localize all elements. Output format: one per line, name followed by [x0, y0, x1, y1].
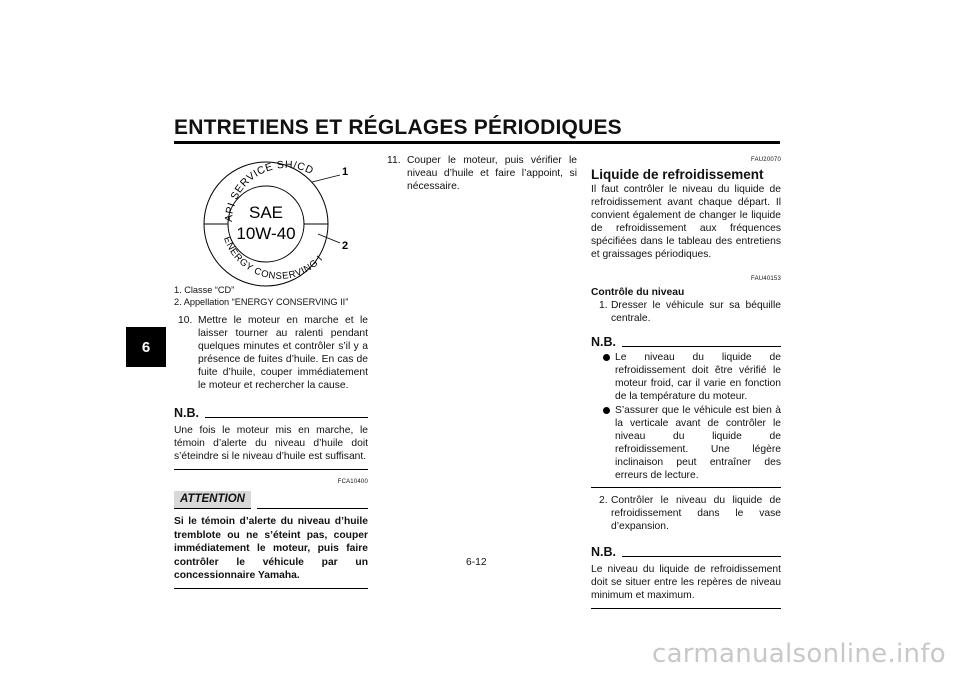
subsection-code: FAU40153 — [751, 276, 781, 282]
caption-2: 2. Appellation “ENERGY CONSERVING II” — [174, 296, 349, 307]
nb-header-left — [174, 406, 368, 420]
section-intro: Il faut contrôler le niveau du liquide de refroidissement avant chaque départ. Il convient également de changer le liquide de refroidissement aux fréquences spécifiées dans le tableau des entretiens et graissages périodiques. — [591, 184, 781, 260]
right-column — [591, 154, 781, 609]
nb-text-left: Une fois le moteur mis en marche, le témoin d’alerte du niveau d’huile doit s’éteindre si le niveau d’huile est suffisant. — [174, 425, 368, 462]
bullet-dot-icon — [603, 407, 610, 414]
nb-header-right-1 — [591, 335, 781, 349]
step-11 — [383, 154, 577, 193]
watermark: carmanualsonline.info — [651, 639, 946, 669]
arc-top-text: API SERVICE SH/CD — [222, 158, 316, 223]
step-1 — [591, 299, 781, 325]
attention-label: ATTENTION — [174, 491, 251, 509]
attention-end-rule — [174, 588, 368, 589]
callout-2: 2 — [342, 240, 349, 252]
viscosity-label: 10W-40 — [236, 224, 296, 243]
attention-code: FCA10400 — [337, 479, 368, 485]
step-2-number: 2. — [599, 495, 608, 506]
sae-label: SAE — [248, 203, 284, 222]
step-1-number: 1. — [599, 300, 608, 311]
step-1-text: Dresser le véhicule sur sa béquille centrale. — [611, 300, 781, 324]
chapter-tab: 6 — [126, 327, 166, 367]
bullet-2 — [591, 404, 781, 482]
arc-bottom-text: ENERGY CONSERVING I — [221, 235, 326, 282]
caption-1: 1. Classe “CD” — [174, 285, 235, 295]
bullet-1 — [591, 351, 781, 403]
bullet-2-text: S’assurer que le véhicule est bien à la verticale avant de contrôler le niveau du liquide de refroidissement. Une légère inclinaison peut entraîner des erreurs de lecture. — [615, 405, 781, 481]
left-column — [174, 314, 368, 589]
nb-label: N.B. — [591, 335, 616, 349]
step-11-text: Couper le moteur, puis vérifier le niveau d’huile et faire l’appoint, si nécessaire. — [407, 155, 577, 192]
step-10 — [174, 314, 368, 392]
step-2 — [591, 494, 781, 533]
bullet-dot-icon — [603, 354, 610, 361]
nb-text-right: Le niveau du liquide de refroidissement doit se situer entre les repères de niveau minimum et maximum. — [591, 564, 781, 601]
nb-end-rule — [174, 469, 368, 470]
subsection-title: Contrôle du niveau — [591, 287, 685, 298]
figure-caption — [174, 285, 370, 308]
nb-label: N.B. — [591, 545, 616, 559]
nb-end-rule — [591, 487, 781, 488]
page-number: 6-12 — [466, 557, 487, 568]
step-11-number: 11. — [387, 155, 401, 166]
step-2-text: Contrôler le niveau du liquide de refroidissement dans le vase d’expansion. — [611, 495, 781, 532]
step-10-number: 10. — [178, 315, 193, 326]
middle-column — [383, 154, 577, 193]
nb-header-right-2 — [591, 545, 781, 559]
step-10-text: Mettre le moteur en marche et le laisser tourner au ralenti pendant quelques minutes et contrôler s’il y a présence de fuites d’huile. En cas de fuite d’huile, couper immédiatement le moteur et rechercher la cause. — [198, 315, 368, 391]
section-code: FAU20070 — [751, 157, 781, 163]
page-title: ENTRETIENS ET RÉGLAGES PÉRIODIQUES — [174, 116, 622, 139]
attention-header — [174, 491, 368, 509]
nb-label: N.B. — [174, 406, 199, 420]
oil-label-figure — [200, 150, 370, 290]
bullet-1-text: Le niveau du liquide de refroidissement doit être vérifié le moteur froid, car il varie en fonction de la température du moteur. — [615, 352, 781, 402]
attention-text: Si le témoin d’alerte du niveau d’huile tremblote ou ne s’éteint pas, couper immédiatement le moteur, puis faire contrôler le véhicule par un concessionnaire Yamaha. — [174, 516, 368, 581]
section-title: Liquide de refroidissement — [591, 167, 764, 182]
nb-end-rule — [591, 608, 781, 609]
callout-1: 1 — [342, 166, 349, 178]
title-rule — [174, 141, 780, 144]
